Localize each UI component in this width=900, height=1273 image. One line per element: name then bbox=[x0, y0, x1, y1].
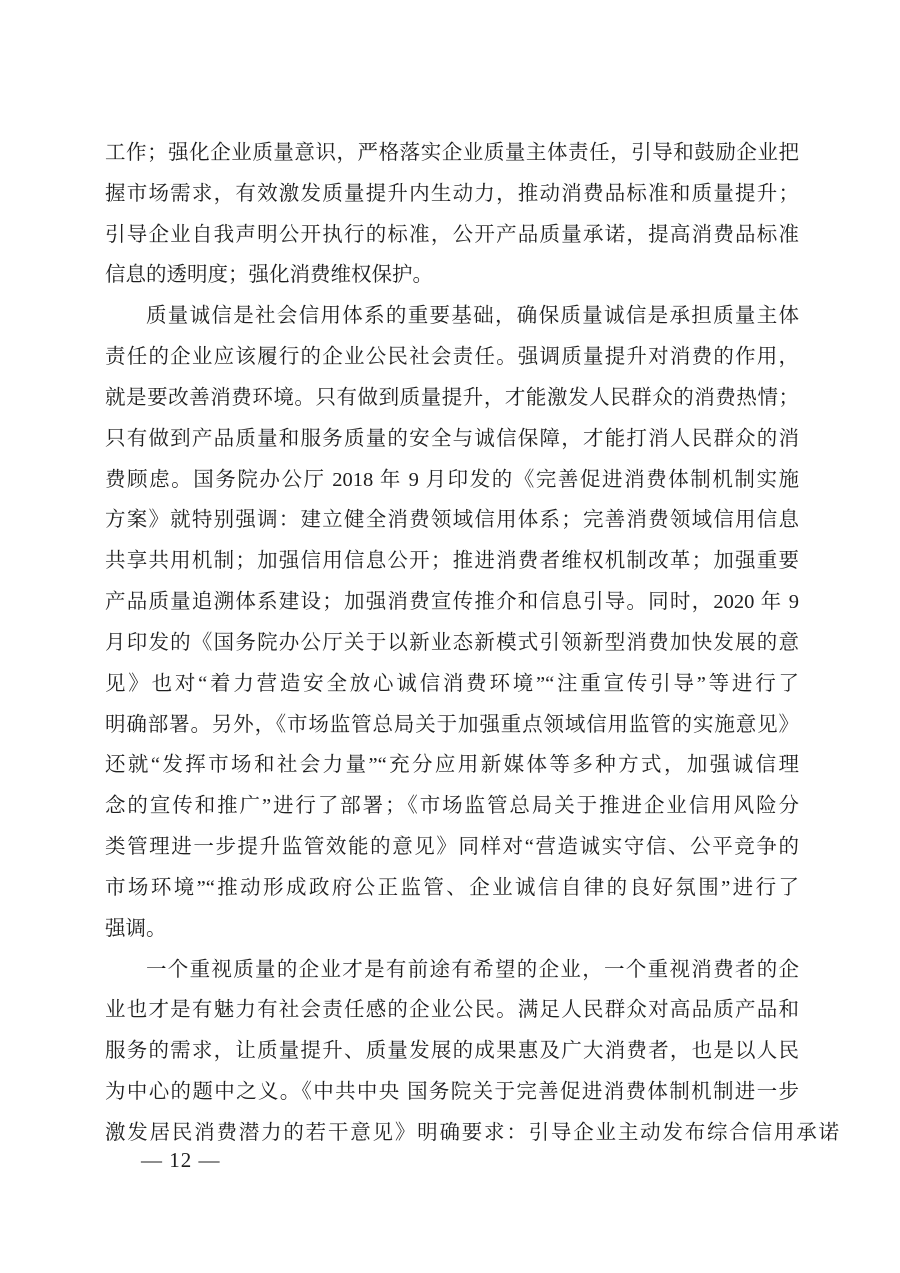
text-line: 质量诚信是社会信用体系的重要基础，确保质量诚信是承担质量主体 bbox=[146, 305, 799, 328]
text-line: 方案》就特别强调：建立健全消费领域信用体系；完善消费领域信用信息 bbox=[105, 509, 799, 532]
text-line: 月印发的《国务院办公厅关于以新业态新模式引领新型消费加快发展的意 bbox=[105, 631, 799, 654]
text-line: 责任的企业应该履行的企业公民社会责任。强调质量提升对消费的作用， bbox=[105, 346, 799, 369]
page-number: — 12 — bbox=[141, 1148, 221, 1172]
text-line: 念的宣传和推广”进行了部署；《市场监管总局关于推进企业信用风险分 bbox=[105, 795, 799, 818]
text-line: 就是要改善消费环境。只有做到质量提升，才能激发人民群众的消费热情； bbox=[105, 386, 799, 409]
document-text bbox=[105, 133, 839, 1154]
text-line: 类管理进一步提升监管效能的意见》同样对“营造诚实守信、公平竞争的 bbox=[105, 836, 799, 859]
text-line: 产品质量追溯体系建设；加强消费宣传推介和信息引导。同时，2020 年 9 bbox=[105, 591, 799, 614]
text-line: 信息的透明度；强化消费维权保护。 bbox=[105, 264, 433, 287]
text-line: 激发居民消费潜力的若干意见》明确要求：引导企业主动发布综合信用承诺 bbox=[105, 1121, 839, 1144]
text-line: 工作；强化企业质量意识，严格落实企业质量主体责任，引导和鼓励企业把 bbox=[105, 142, 799, 164]
text-line: 共享共用机制；加强信用信息公开；推进消费者维权机制改革；加强重要 bbox=[105, 550, 799, 573]
paragraph-3 bbox=[105, 950, 839, 1154]
text-line: 引导企业自我声明公开执行的标准，公开产品质量承诺，提高消费品标准 bbox=[105, 223, 799, 246]
paragraph-1 bbox=[105, 133, 799, 296]
text-line: 只有做到产品质量和服务质量的安全与诚信保障，才能打消人民群众的消 bbox=[105, 427, 799, 450]
text-line: 一个重视质量的企业才是有前途有希望的企业，一个重视消费者的企 bbox=[146, 958, 799, 981]
text-line: 明确部署。另外，《市场监管总局关于加强重点领域信用监管的实施意见》 bbox=[105, 713, 799, 736]
text-line: 业也才是有魅力有社会责任感的企业公民。满足人民群众对高品质产品和 bbox=[105, 999, 799, 1022]
text-line: 强调。 bbox=[105, 917, 167, 940]
text-line: 服务的需求，让质量提升、质量发展的成果惠及广大消费者，也是以人民 bbox=[105, 1040, 799, 1063]
text-line: 见》也对“着力营造安全放心诚信消费环境”“注重宣传引导”等进行了 bbox=[105, 672, 799, 695]
text-line: 还就“发挥市场和社会力量”“充分应用新媒体等多种方式，加强诚信理 bbox=[105, 754, 799, 777]
text-line: 为中心的题中之义。《中共中央 国务院关于完善促进消费体制机制进一步 bbox=[105, 1081, 799, 1104]
text-line: 市场环境”“推动形成政府公正监管、企业诚信自律的良好氛围”进行了 bbox=[105, 876, 799, 899]
paragraph-2 bbox=[105, 296, 799, 949]
text-line: 握市场需求，有效激发质量提升内生动力，推动消费品标准和质量提升； bbox=[105, 182, 799, 205]
text-line: 费顾虑。国务院办公厅 2018 年 9 月印发的《完善促进消费体制机制实施 bbox=[105, 468, 799, 491]
